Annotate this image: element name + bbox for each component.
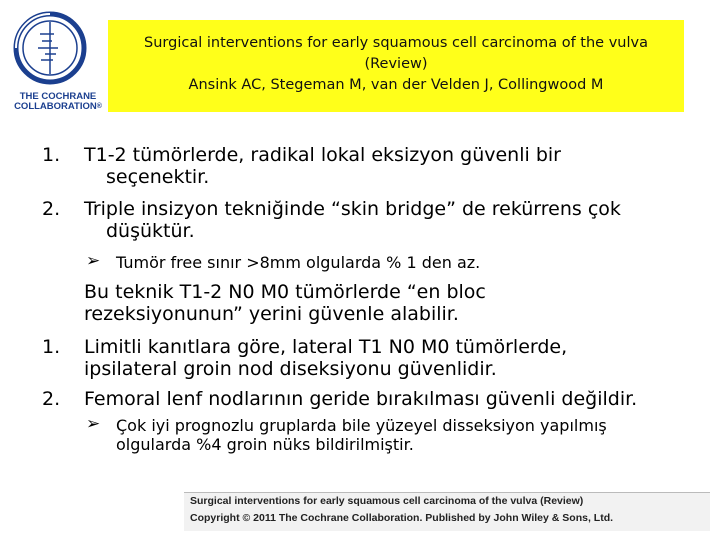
item-number: 2. — [42, 388, 61, 410]
item-text-line-2: düşüktür. — [106, 220, 195, 242]
review-label: (Review) — [364, 56, 428, 72]
cochrane-logo-icon — [8, 8, 108, 92]
review-title: Surgical interventions for early squamous cell carcinoma of the vulva — [144, 35, 648, 51]
item-text-line-1: T1-2 tümörlerde, radikal lokal eksizyon güvenli bir — [84, 144, 561, 166]
logo-wordmark — [8, 92, 108, 112]
sub-bullet-text-line-2: olgularda %4 groin nüks bildirilmiştir. — [116, 435, 414, 454]
footer-copyright: Copyright © 2011 The Cochrane Collaboration. Published by John Wiley & Sons, Ltd. — [190, 512, 614, 524]
logo-line-2: COLLABORATION — [14, 101, 97, 112]
item-text-line-2: ipsilateral groin nod diseksiyonu güvenlidir. — [84, 358, 497, 380]
paragraph — [0, 282, 720, 326]
item-number: 2. — [42, 198, 61, 220]
review-title-box — [108, 20, 684, 112]
paragraph-line-2: rezeksiyonunun” yerini güvenle alabilir. — [84, 303, 459, 325]
review-authors: Ansink AC, Stegeman M, van der Velden J, Collingwood M — [188, 77, 604, 93]
copyright-footer — [184, 492, 710, 531]
footer-title: Surgical interventions for early squamous cell carcinoma of the vulva (Review) — [190, 495, 584, 507]
item-text-line-1: Triple insizyon tekniğinde “skin bridge” de rekürrens çok — [84, 198, 621, 220]
list-item — [0, 145, 720, 189]
logo-line-1: THE COCHRANE — [19, 91, 97, 102]
list-item — [0, 337, 720, 381]
item-number: 1. — [42, 336, 61, 358]
arrow-bullet-icon: ➢ — [86, 251, 101, 271]
list-item — [0, 389, 720, 411]
sub-bullet-text: Tumör free sınır >8mm olgularda % 1 den az. — [116, 253, 481, 272]
sub-bullet-text-line-1: Çok iyi prognozlu gruplarda bile yüzeyel disseksiyon yapılmış — [116, 416, 607, 435]
cochrane-logo — [8, 8, 108, 118]
registered-mark: ® — [96, 103, 102, 110]
list-item — [0, 199, 720, 243]
item-text-line-1: Femoral lenf nodlarının geride bırakılması güvenli değildir. — [84, 388, 638, 410]
arrow-bullet-icon: ➢ — [86, 414, 101, 434]
item-number: 1. — [42, 144, 61, 166]
item-text-line-1: Limitli kanıtlara göre, lateral T1 N0 M0 tümörlerde, — [84, 336, 568, 358]
paragraph-line-1: Bu teknik T1-2 N0 M0 tümörlerde “en bloc — [84, 281, 486, 303]
item-text-line-2: seçenektir. — [106, 166, 210, 188]
